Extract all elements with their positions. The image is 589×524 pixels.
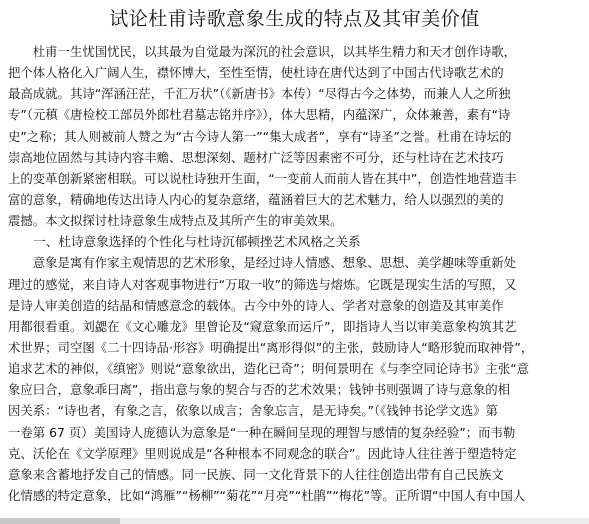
text-line: 意象来含蓄地抒发自己的情感。同一民族、同一文化背景下的人往往创造出带有自己民族文 <box>8 466 504 482</box>
text-line: 杜甫一生忧国忧民，以其最为自觉最为深沉的社会意识，以其毕生精力和天才创作诗歌， <box>8 44 517 59</box>
text-line: 理过的感觉，来自诗人对客观事物进行“万取一收”的筛选与熔炼。它既是现实生活的写照，又 <box>8 276 517 292</box>
text-line: 化情感的特定意象，比如“鸿雁”“杨柳”“菊花”“月亮”“杜鹃”“梅花”等。正所谓“中国人有中国人 <box>8 487 526 503</box>
section-heading: 一、杜诗意象选择的个性化与杜诗沉郁顿挫艺术风格之关系 <box>8 234 361 250</box>
text-line: 用都很看重。刘勰在《文心雕龙》里曾论及“窥意象而运斤”，即指诗人当以审美意象构筑其艺 <box>8 318 517 334</box>
text-line: 象应曰合，意象乖曰离”，指出意与象的契合与否的艺术效果；钱钟书则强调了诗与意象的相 <box>8 382 511 398</box>
text-line: 因关系：“诗也者，有象之言，依象以成言；舍象忘言，是无诗矣。”（《钱钟书论学文选》第 <box>8 403 498 419</box>
document-body <box>8 41 584 506</box>
horizontal-scrollbar[interactable] <box>0 518 589 524</box>
text-line: 是诗人审美创造的结晶和情感意念的载体。古今中外的诗人、学者对意象的创造及其审美作 <box>8 297 504 313</box>
text-line: 追求艺术的神似，《缜密》则说“意象欲出，造化已奇”；明何景明在《与李空同论诗书》主张“意 <box>8 361 530 377</box>
text-line: 意象是寓有作家主观情思的艺术形象，是经过诗人情感、想象、思想、美学趣味等重新处 <box>8 255 517 271</box>
scrollbar-thumb[interactable] <box>0 518 120 524</box>
text-line: 富的意象，精确地传达出诗人内心的复杂意绪，蕴涵着巨大的艺术魅力，给人以强烈的美的 <box>8 191 504 207</box>
document-title: 试论杜甫诗歌意象生成的特点及其审美价值 <box>109 8 480 30</box>
text-line: 把个体人格化入广阔人生，襟怀博大，至性至情，使杜诗在唐代达到了中国古代诗歌艺术的 <box>8 65 504 81</box>
text-line: 一卷第 67 页）美国诗人庞德认为意象是“一种在瞬间呈现的理智与感情的复杂经验”；而韦勒 <box>8 424 516 440</box>
text-line: 术世界；司空图《二十四诗品·形容》明确提出“离形得似”的主张，鼓励诗人“略形貌而取神骨”， <box>8 339 534 355</box>
text-line: 崇高地位固然与其诗内容丰赡、思想深刻、题材广泛等因素密不可分，还与杜诗在艺术技巧 <box>8 149 504 165</box>
text-line: 克、沃伦在《文学原理》里则说成是“各种根本不同观念的联合”。因此诗人往往善于塑造特定 <box>8 445 517 461</box>
text-line: 最高成就。其诗“浑涵汪茫，千汇万状”（《新唐书》本传）“尽得古今之体势，而兼人人之所独 <box>8 86 511 102</box>
text-line: 专”（元稹《唐检校工部员外郎杜君墓志铭并序》），体大思精，内蕴深广，众体兼善，素有“诗 <box>8 107 511 123</box>
text-line: 震撼。本文拟探讨杜诗意象生成特点及其所产生的审美效果。 <box>8 213 343 229</box>
text-line: 上的变革创新紧密相联。可以说杜诗独开生面，“一变前人而前人皆在其中”，创造性地营造丰 <box>8 170 517 186</box>
text-line: 史”之称；其人则被前人赞之为“古今诗人第一”“集大成者”，享有“诗圣”之誉。杜甫在诗坛的 <box>8 128 512 144</box>
